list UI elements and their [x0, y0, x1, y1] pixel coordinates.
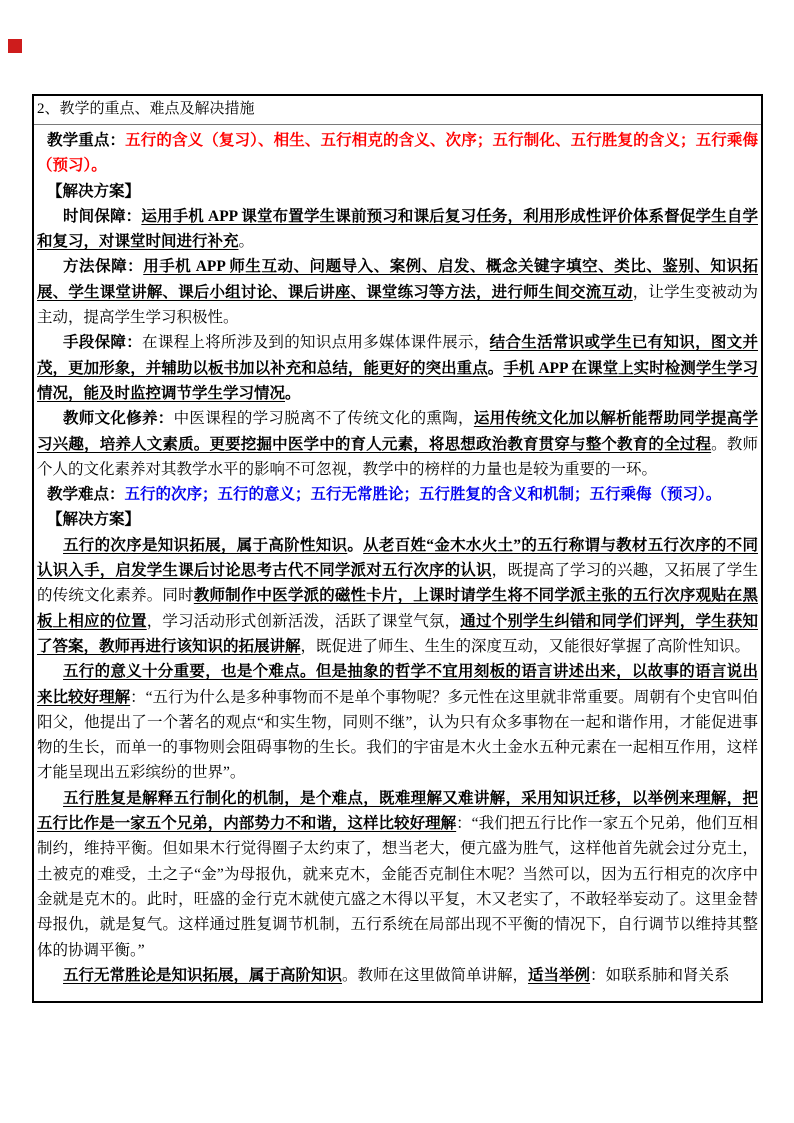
paragraph	[37, 406, 758, 482]
paragraph	[37, 330, 758, 406]
text-run: 【解决方案】	[47, 511, 141, 529]
text-run: ，学习活动形式创新活泼，活跃了课堂气氛，	[146, 612, 461, 630]
paragraph	[37, 128, 758, 179]
paragraph	[37, 179, 758, 204]
table-body-cell	[34, 125, 761, 992]
text-run: 在课程上将所涉及到的知识点用多媒体课件展示，	[142, 334, 490, 352]
text-run: 。	[347, 536, 364, 554]
text-run: 教师文化修养：	[63, 410, 174, 428]
paragraph	[37, 507, 758, 532]
paragraph	[37, 482, 758, 507]
text-run: 五行的次序；五行的意义；五行无常胜论；五行胜复的含义和机制；五行乘侮（预习）。	[124, 486, 722, 504]
text-run: ，既提高了学习的兴趣，又拓展了学生的传统文化素养。同时	[37, 562, 758, 605]
text-run: 运用手机 APP 课堂布置学生课前预习和课后复习任务，利用形成性评价体系督促学生自学和复习，对课堂时间进行补充	[37, 207, 758, 251]
text-run: ，让学生变被动为主动，提高学生学习积极性。	[37, 283, 758, 327]
text-run: 【解决方案】	[47, 182, 141, 200]
text-run: 。教师在这里做简单讲解，	[342, 966, 529, 984]
text-run: ：“我们把五行比作一家五个兄弟，他们互相制约，维持平衡。但如果木行觉得圈子太约束了，想当老大，便亢盛为胜气，这样他首先就会过分克土，土被克的难受，土之子“金”为母报仇，就来克木，金能否克制住木呢？当然可以，因为五行相克的次序中金就是克木的。此时，旺盛的金行克木就使亢盛之木得以平复，木又老实了，不敢轻举妄动了。这里金替母报仇，就是复气。这样通过胜复调节机制，五行系统在局部出现不平衡的情况下，自行调节以维持其整体的协调平衡。”	[37, 815, 758, 959]
text-run: 五行的意义十分重要，也是个难点。但是抽象的哲学不宜用刻板的语言讲述出来，以故事的语言说出来比较好理解	[37, 663, 758, 706]
text-run: 适当举例	[528, 966, 591, 984]
red-marker	[8, 39, 22, 53]
text-run: 手段保障：	[63, 334, 143, 352]
text-run: 。	[487, 359, 504, 377]
text-run: 教师制作中医学派的磁性卡片，上课时请学生将不同学派主张的五行次序观贴在黑板上相应的位置	[37, 587, 758, 630]
paragraph	[37, 963, 758, 988]
text-run: 五行的含义（复习）、相生、五行相克的含义、次序；五行制化、五行胜复的含义；五行乘侮（预习）。	[37, 132, 758, 175]
text-run: 方法保障：	[63, 258, 144, 276]
text-run: 用手机 APP 师生互动、问题导入、案例、启发、概念关键字填空、类比、鉴别、知识拓展、学生课堂讲解、课后小组讨论、课后讲座、课堂练习等方法，进行师生间交流互动	[37, 258, 758, 301]
text-run: 。教师个人的文化素养对其教学水平的影响不可忽视，教学中的榜样的力量也是较为重要的一环。	[37, 435, 758, 478]
table-header-row: 2、教学的重点、难点及解决措施	[34, 96, 761, 125]
text-run: 中医课程的学习脱离不了传统文化的熏陶，	[173, 410, 474, 428]
teaching-plan-table	[32, 94, 763, 1003]
paragraph	[37, 786, 758, 963]
text-run: 。	[285, 384, 301, 402]
text-run: 教学难点：	[47, 486, 125, 504]
text-run: 手机 APP 在课堂上实时检测学生学习情况，能及时监控调节学生学习情况	[37, 359, 758, 402]
paragraph	[37, 254, 758, 330]
text-run: 五行无常胜论是知识拓展，属于高阶知识	[63, 966, 343, 984]
text-run: ，既促进了师生、生生的深度互动，又能很好掌握了高阶性知识。	[300, 637, 751, 655]
text-run: 五行的次序是知识拓展，属于高阶性知识	[63, 536, 348, 554]
text-run: 时间保障：	[63, 207, 142, 225]
text-run: 通过个别学生纠错和同学们评判，学生获知了答案，教师再进行该知识的拓展讲解	[37, 612, 758, 655]
text-run: 结合生活常识或学生已有知识，图文并茂，更加形象，并辅助以板书加以补充和总结，能更好的突出重点	[37, 334, 758, 377]
text-run: ：“五行为什么是多种事物而不是单个事物呢？多元性在这里就非常重要。周朝有个史官叫伯阳父，他提出了一个著名的观点“和实生物，同则不继”，认为只有众多事物在一起和谐作用，才能促进事物的生长，而单一的事物则会阻碍事物的生长。我们的宇宙是木火土金水五种元素在一起相互作用，这样才能呈现出五彩缤纷的世界”。	[37, 688, 758, 782]
text-run: ：如联系肺和肾关系	[590, 966, 730, 984]
text-run: 五行胜复是解释五行制化的机制，是个难点，既难理解又难讲解，采用知识迁移，以举例来理解，把五行比作是一家五个兄弟，内部势力不和谐，这样比较好理解	[37, 789, 758, 833]
text-run: 运用传统文化加以解析能帮助同学提高学习兴趣，培养人文素质。更要挖掘中医学中的育人元素，将思想政治教育贯穿与整个教育的全过程	[37, 410, 758, 453]
paragraph	[37, 204, 758, 255]
text-run: 教学重点：	[47, 132, 126, 149]
text-run: 。	[238, 233, 255, 251]
text-run: 从老百姓“金木水火土”的五行称谓与教材五行次序的不同认识入手，启发学生课后讨论思考古代不同学派对五行次序的认识	[37, 536, 758, 580]
paragraph	[37, 533, 758, 659]
paragraph	[37, 659, 758, 785]
